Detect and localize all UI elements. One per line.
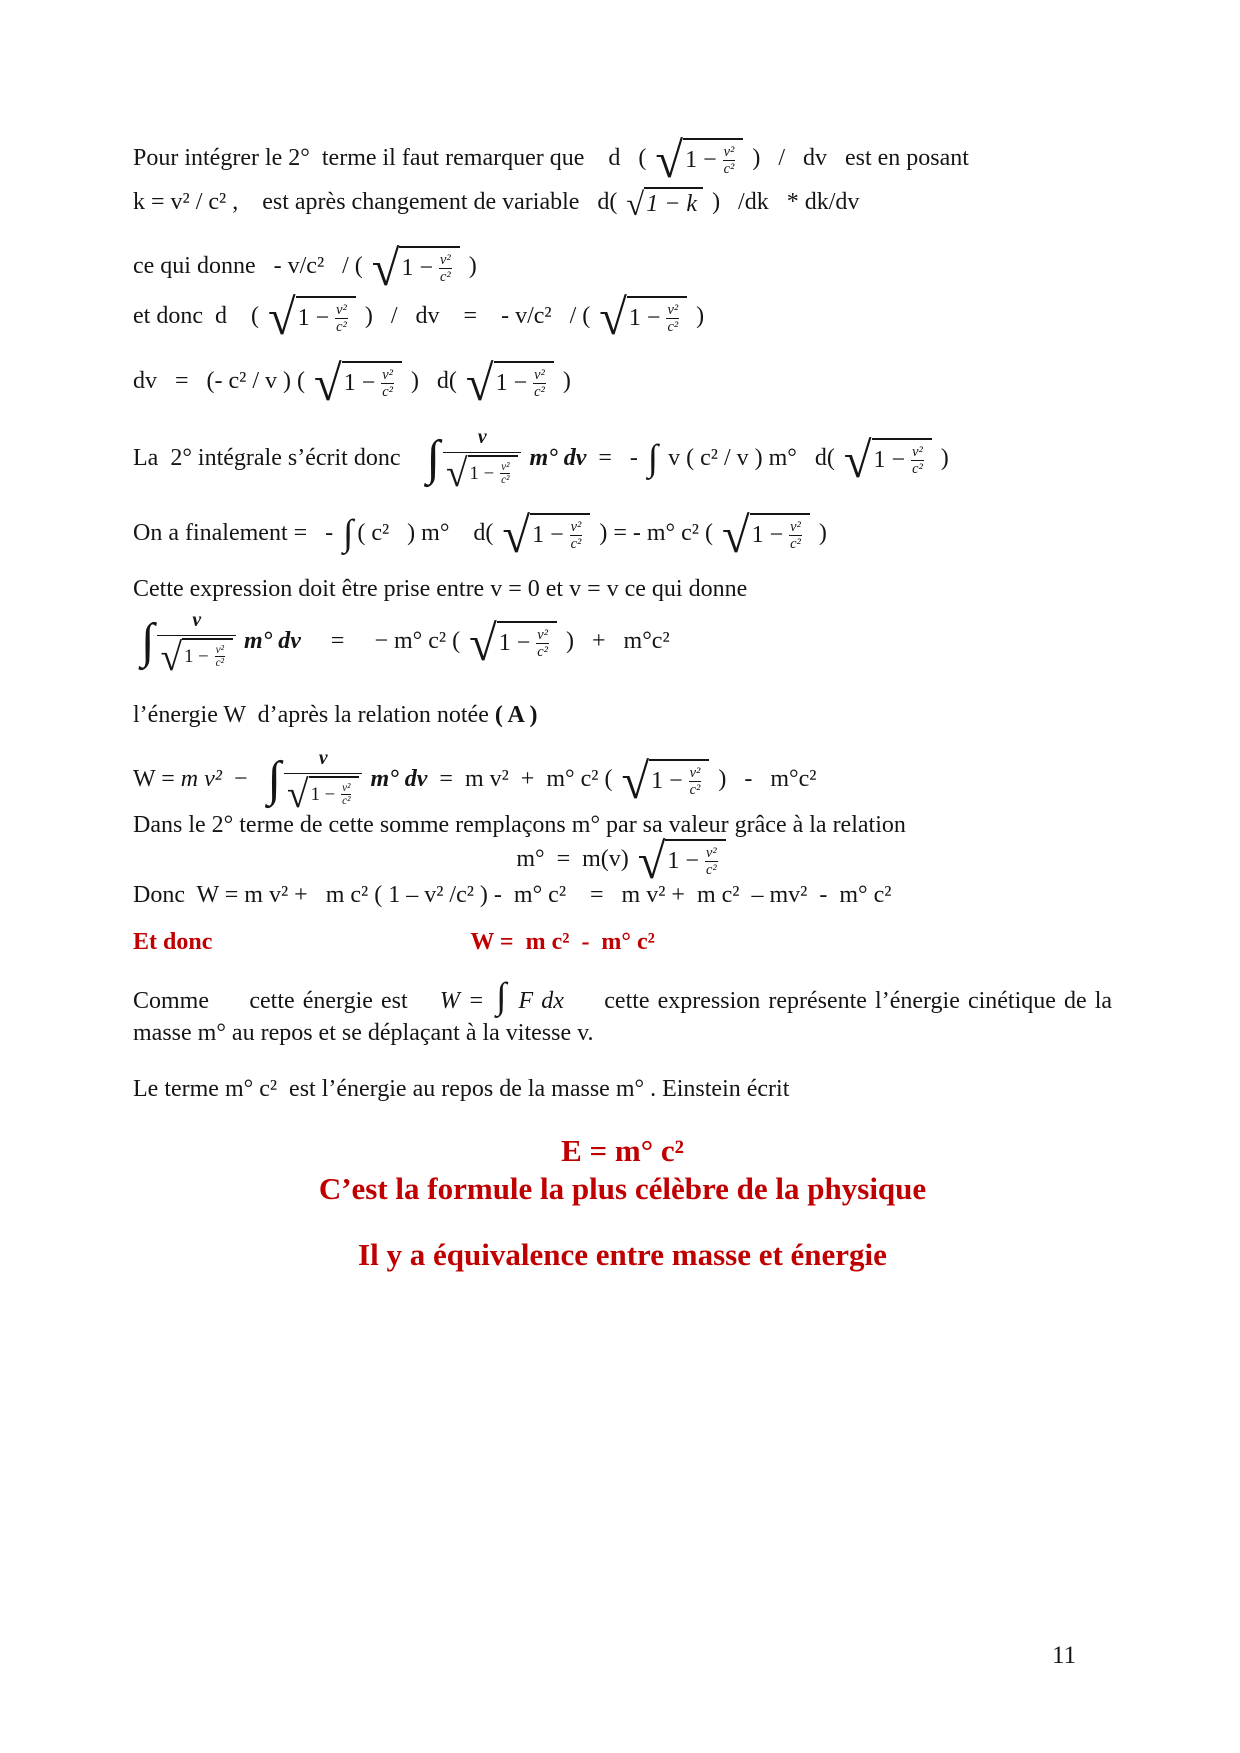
radical-icon: √ [502, 506, 531, 563]
radicand [399, 246, 459, 287]
text: = - [586, 444, 644, 471]
radical-icon: √ [445, 451, 468, 496]
radical-icon: √ [469, 614, 497, 671]
radicand [627, 296, 687, 337]
paragraph-remarque-line1 [133, 131, 1112, 188]
radicand [494, 361, 554, 402]
fraction-denominator: c² [440, 269, 451, 286]
text: ) / dv est en posant [746, 145, 969, 172]
sqrt-1-minus-v2c2 [599, 289, 687, 346]
paragraph-donc-W [133, 882, 1112, 909]
fraction-v2-over-c2 [439, 252, 452, 285]
text: ) - m°c² [712, 765, 817, 792]
conclusion-et-donc [133, 929, 1112, 956]
radical-icon: √ [637, 832, 666, 889]
m0dv-term: m° dv [370, 765, 428, 792]
radicand-text: 1 − [310, 783, 336, 805]
radicand [683, 138, 743, 179]
text: = − m° c² ( [300, 628, 467, 655]
fraction-denominator: c² [723, 161, 735, 178]
fraction-numerator: v² [723, 144, 735, 160]
text: k = v² / c² , est après changement de variable d( [133, 189, 624, 216]
radicand-text: 1 − [628, 304, 661, 331]
relation-A-label: ( A ) [494, 701, 538, 728]
integral-v-over-sqrt [267, 746, 363, 817]
radicand [872, 438, 932, 479]
sqrt-1-minus-k [626, 187, 703, 224]
radicand [468, 455, 519, 489]
fraction-v2-over-c2 [335, 302, 348, 335]
et-donc-label: Et donc [133, 929, 213, 956]
v-over-sqrt-fraction [157, 609, 236, 679]
sqrt-1-minus-v2c2 [314, 354, 402, 411]
text: ce qui donne - v/c² / ( [133, 253, 369, 280]
integral-sign: ∫ [267, 751, 281, 807]
radical-icon: √ [721, 506, 750, 563]
sqrt-1-minus-v2c2 [160, 634, 233, 679]
text: ) [690, 302, 705, 329]
integral-sign: ∫ [426, 430, 440, 486]
radical-icon: √ [267, 289, 296, 346]
text: ) [812, 519, 827, 546]
paragraph-comme-cette-energie [133, 976, 1119, 1050]
radicand-text: 1 − [498, 630, 531, 657]
page-number: 11 [1052, 1642, 1077, 1669]
fraction-numerator: v² [336, 301, 347, 318]
text: ) d( [404, 367, 463, 394]
fraction-numerator: v² [382, 366, 393, 383]
text: l’énergie W d’après la relation notée [133, 701, 495, 728]
fraction-denominator: c² [570, 535, 582, 552]
fraction-numerator: v² [570, 518, 582, 535]
radicand-text: 1 − [751, 521, 784, 548]
radical-icon: √ [843, 431, 872, 488]
fraction-numerator-v: v [477, 426, 487, 448]
paragraph-dv-equation [133, 354, 1112, 411]
integral-sign: ∫ [496, 976, 507, 1018]
radicand-text: 1 − [873, 446, 906, 473]
fraction-denominator: c² [912, 460, 923, 477]
fraction-denominator: c² [667, 318, 679, 335]
fraction-numerator: v² [790, 518, 801, 535]
equation-integral-result [133, 609, 1112, 679]
text: ) [462, 253, 477, 280]
radicand [497, 621, 557, 662]
sqrt-1-minus-v2c2 [655, 131, 743, 188]
text: ) [934, 444, 949, 471]
heading-equivalence [133, 1237, 1112, 1273]
W-mc2-formula: W = m c² - m° c² [470, 929, 655, 956]
text: v ( c² / v ) m° d( [662, 444, 841, 471]
integral-v-over-sqrt [141, 609, 236, 679]
fraction-numerator: v² [689, 764, 701, 781]
sqrt-1-minus-v2c2 [843, 431, 932, 488]
sqrt-1-minus-v2c2 [267, 289, 356, 346]
heading-E-mc2 [133, 1133, 1112, 1169]
fraction-v2-over-c2 [789, 519, 802, 552]
fraction-numerator: v² [440, 252, 451, 269]
paragraph-et-donc [133, 289, 1112, 346]
m0dv-term: m° dv [243, 628, 301, 655]
text: ) / dv = - v/c² / ( [358, 302, 597, 329]
text: cette expression représente l’énergie cinétique de la masse m° au repos et se déplaçant à la vitesse v. [133, 988, 1119, 1047]
text: ) [556, 367, 571, 394]
text: ) + m°c² [560, 628, 670, 655]
text: ) /dk * dk/dv [706, 189, 860, 216]
radical-icon: √ [626, 187, 645, 224]
paragraph-remarque-line2 [133, 187, 1112, 224]
radicand-text: 1 − [343, 369, 376, 396]
paragraph-deuxieme-integrale [133, 426, 1112, 496]
F-dx: F dx [510, 988, 564, 1015]
text: Le terme m° c² est l’énergie au repos de la masse m° . Einstein écrit [133, 1075, 790, 1102]
text: Cette expression doit être prise entre v = 0 et v = v ce qui donne [133, 576, 748, 603]
fraction-v2-over-c2 [666, 302, 679, 335]
radicand [649, 759, 709, 800]
text: ( c² ) m° d( [357, 519, 500, 546]
radicand-text: 1 − [685, 147, 717, 174]
heading-text: C’est la formule la plus célèbre de la physique [318, 1170, 927, 1206]
fraction-numerator: v² [215, 643, 224, 656]
radicand-text: 1 − [495, 369, 528, 396]
paragraph-energie-relation-A [133, 702, 1112, 729]
fraction-denominator-sqrt [157, 634, 236, 679]
radicand-text: 1 − [651, 767, 683, 794]
text: = m v² + m° c² ( [427, 765, 619, 792]
fraction-numerator: v² [537, 626, 548, 643]
fraction-denominator: c² [215, 657, 224, 670]
sqrt-1-minus-v2c2 [445, 451, 519, 496]
heading-text: E = m° c² [561, 1132, 684, 1168]
sqrt-1-minus-v2c2 [465, 354, 554, 411]
radicand-text: 1 − [667, 847, 699, 874]
radical-icon: √ [655, 131, 684, 188]
paragraph-on-a-finalement [133, 506, 1112, 563]
fraction-numerator-v: v [192, 609, 202, 632]
fraction-denominator: c² [336, 318, 347, 335]
fraction-v2-over-c2 [381, 367, 394, 400]
radicand [296, 296, 356, 337]
radicand-text: 1 − [469, 462, 495, 484]
radical-icon: √ [465, 354, 494, 411]
equation-W [133, 746, 1112, 817]
fraction-denominator: c² [534, 383, 545, 400]
sqrt-1-minus-v2c2 [637, 832, 726, 889]
text: On a finalement = - [133, 519, 340, 546]
fraction-v2-over-c2 [911, 444, 924, 477]
paragraph-cette-expression [133, 576, 1112, 603]
integral-sign: ∫ [343, 512, 354, 554]
fraction-v2-over-c2 [536, 627, 549, 660]
fraction-numerator: v² [342, 781, 351, 794]
radical-icon: √ [371, 240, 400, 297]
radicand [750, 513, 810, 554]
sqrt-1-minus-v2c2 [502, 506, 590, 563]
radicand-text: 1 − [532, 521, 564, 548]
text: − [221, 765, 260, 792]
radicand-text: 1 − [184, 645, 209, 667]
text: W = [133, 765, 181, 792]
heading-text: Il y a équivalence entre masse et énergie [358, 1236, 887, 1272]
radicand-text: 1 − [401, 255, 433, 282]
text: Comme cette énergie est [133, 988, 440, 1015]
W-equals: W = [439, 988, 493, 1015]
sqrt-1-minus-v2c2 [469, 614, 557, 671]
sqrt-1-minus-v2c2 [371, 240, 460, 297]
fraction-denominator: c² [382, 383, 393, 400]
paragraph-le-terme [133, 1076, 1112, 1103]
fraction-v2-over-c2 [723, 144, 736, 177]
fraction-denominator: c² [790, 535, 801, 552]
text: La 2° intégrale s’écrit donc [133, 444, 419, 471]
integral-v-over-sqrt [426, 426, 521, 496]
fraction-numerator: v² [501, 460, 510, 473]
fraction-denominator: c² [537, 644, 548, 661]
fraction-numerator: v² [667, 301, 679, 318]
fraction-v2-over-c2 [689, 765, 702, 798]
radicand [644, 187, 703, 218]
fraction-denominator: c² [689, 781, 701, 798]
heading-formule-celebre [133, 1171, 1112, 1207]
text: et donc d ( [133, 302, 265, 329]
text: Pour intégrer le 2° terme il faut remarquer que d ( [133, 145, 653, 172]
fraction-numerator: v² [912, 443, 923, 460]
paragraph-dans-le-2e-terme [133, 812, 1112, 839]
sqrt-1-minus-v2c2 [286, 772, 360, 817]
radical-icon: √ [314, 354, 342, 411]
v-over-sqrt-fraction [284, 746, 363, 817]
radicand [665, 839, 725, 880]
radical-icon: √ [621, 752, 650, 809]
fraction-v2-over-c2 [215, 644, 225, 670]
fraction-denominator-sqrt [284, 772, 363, 817]
radicand [182, 638, 233, 672]
radicand [530, 513, 590, 554]
integral-sign: ∫ [141, 613, 155, 669]
m0dv-term: m° dv [529, 444, 587, 471]
fraction-v2-over-c2 [533, 367, 546, 400]
fraction-numerator: v² [705, 844, 717, 861]
radical-icon: √ [286, 772, 309, 817]
v-over-sqrt-fraction [443, 426, 522, 496]
text: ) = - m° c² ( [593, 519, 719, 546]
fraction-numerator-v: v [318, 746, 328, 769]
radicand [309, 776, 360, 810]
fraction-v2-over-c2 [570, 519, 583, 552]
radicand-text: 1 − [297, 304, 330, 331]
equation-m0-mv [133, 832, 1112, 889]
fraction-denominator: c² [501, 474, 510, 487]
fraction-v2-over-c2 [500, 461, 510, 487]
text: Donc W = m v² + m c² ( 1 – v² /c² ) - m° c² = m v² + m c² – mv² - m° c² [133, 882, 892, 909]
radical-icon: √ [599, 289, 627, 346]
sqrt-1-minus-v2c2 [721, 506, 810, 563]
sqrt-1-minus-v2c2 [621, 752, 709, 809]
text: dv = (- c² / v ) ( [133, 367, 312, 394]
fraction-numerator: v² [534, 366, 545, 383]
fraction-v2-over-c2 [341, 782, 351, 808]
text: Dans le 2° terme de cette somme remplaçons m° par sa valeur grâce à la relation [133, 811, 906, 838]
integral-sign: ∫ [647, 437, 659, 479]
fraction-v2-over-c2 [705, 845, 718, 878]
radicand-text: 1 − k [646, 191, 698, 218]
fraction-denominator: c² [342, 795, 351, 808]
paragraph-ce-qui-donne [133, 240, 1112, 297]
radical-icon: √ [160, 634, 183, 679]
radicand [342, 361, 402, 402]
fraction-denominator: c² [705, 861, 717, 878]
text: m° = m(v) [516, 845, 635, 872]
mv2-italic: m v² [180, 765, 222, 792]
fraction-denominator-sqrt [443, 451, 522, 496]
